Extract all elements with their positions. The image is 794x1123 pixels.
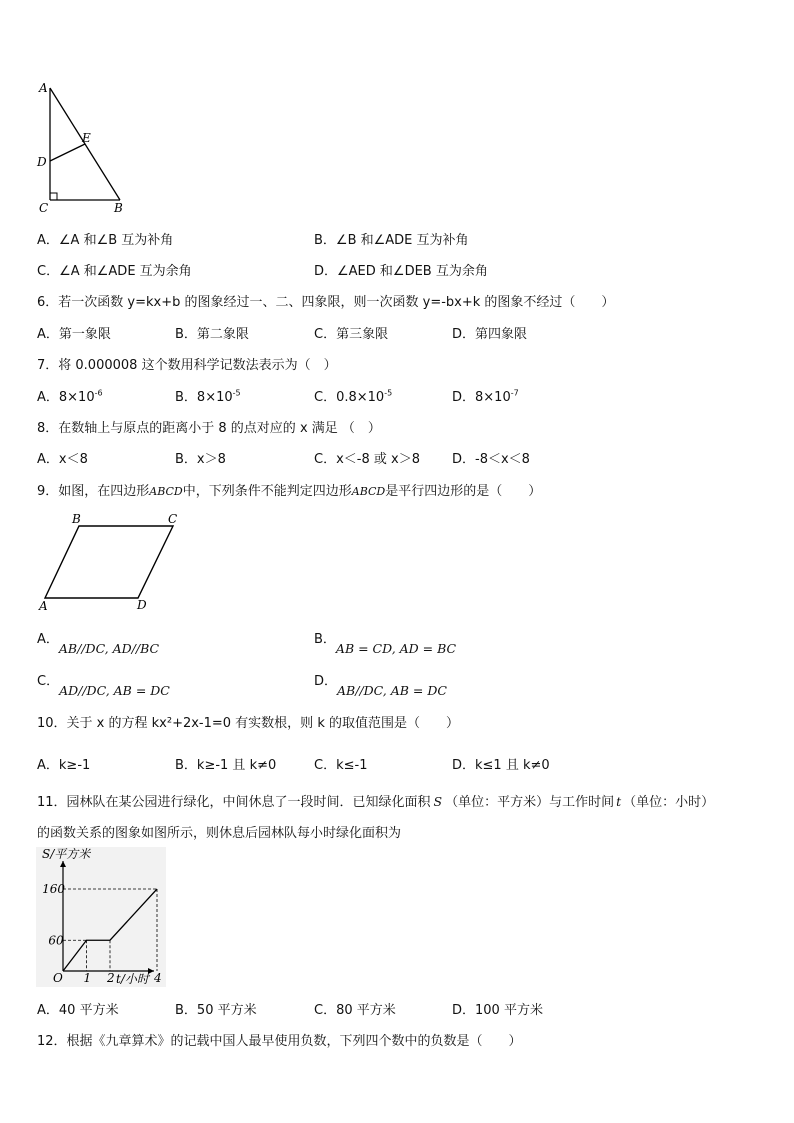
q11-option-c[interactable]: C．80 平方米 [314, 1003, 396, 1018]
q9-stem-post: 是平行四边形的是（ ） [385, 484, 542, 499]
q9-stem-pre: 9．如图，在四边形 [37, 484, 150, 499]
q7-stem: 7．将 0.000008 这个数用科学记数法表示为（ ） [37, 358, 337, 373]
x-axis-label: t/小时 [116, 972, 149, 986]
point-B-label: B [114, 201, 123, 215]
q11-stem-post: （单位：小时） [623, 795, 715, 810]
q7-option-c-exponent: -5 [384, 388, 393, 398]
vertex-C-label: C [168, 512, 178, 526]
q9-stem-mid: 中，下列条件不能判定四边形 [182, 484, 352, 499]
q9-option-c-math: AD//DC, AB = DC [59, 683, 170, 698]
q11-stem-line2: 的函数关系的图象如图所示，则休息后园林队每小时绿化面积为 [37, 826, 402, 841]
q5-option-d[interactable]: D．∠AED 和∠DEB 互为余角 [314, 264, 488, 279]
q9-option-b-math: AB = CD, AD = BC [335, 641, 457, 656]
q10-option-c[interactable]: C．k≤-1 [314, 758, 368, 773]
q6-stem: 6．若一次函数 y=kx+b 的图象经过一、二、四象限，则一次函数 y=-bx+k 的图象不经过（ ） [37, 295, 615, 310]
q5-option-a[interactable]: A．∠A 和∠B 互为补角 [37, 233, 174, 248]
q7-option-c-text: C．0.8×10 [314, 390, 385, 405]
point-E-label: E [82, 131, 91, 145]
q6-option-c[interactable]: C．第三象限 [314, 327, 389, 342]
q9-option-a[interactable] [37, 628, 159, 656]
q7-option-d[interactable] [452, 386, 519, 405]
y-axis-label: S/平方米 [42, 847, 91, 861]
q9-stem [37, 480, 541, 499]
q7-option-d-text: D．8×10 [452, 390, 511, 405]
q8-option-c[interactable]: C．x＜-8 或 x＞8 [314, 452, 420, 467]
parallelogram-figure [35, 512, 195, 612]
q11-var-t: t [616, 794, 622, 809]
q12-stem: 12．根据《九章算术》的记载中国人最早使用负数，下列四个数中的负数是（ ） [37, 1034, 522, 1049]
point-C-label: C [39, 201, 49, 215]
q8-option-d[interactable]: D．-8＜x＜8 [452, 452, 530, 467]
y-tick-label-160: 160 [42, 882, 66, 896]
q8-option-b[interactable]: B．x＞8 [175, 452, 226, 467]
q9-option-a-math: AB//DC, AD//BC [58, 641, 160, 656]
q7-option-a-exponent: -6 [94, 388, 103, 398]
q11-stem-pre: 11．园林队在某公园进行绿化，中间休息了一段时间．已知绿化面积 [37, 795, 431, 810]
q7-option-b-exponent: -5 [232, 388, 241, 398]
q5-option-b[interactable]: B．∠B 和∠ADE 互为补角 [314, 233, 469, 248]
q9-option-b[interactable] [314, 628, 456, 656]
vertex-D-label: D [137, 598, 147, 612]
origin-label: O [53, 971, 63, 985]
q9-option-a-label: A． [37, 632, 59, 647]
area-time-chart [36, 847, 166, 987]
point-D-label: D [37, 155, 47, 169]
x-tick-label-1: 1 [83, 971, 92, 985]
vertex-A-label: A [39, 599, 48, 612]
q9-quad-name-1: ABCD [149, 485, 183, 498]
q7-option-b-text: B．8×10 [175, 390, 233, 405]
vertex-B-label: B [72, 512, 81, 526]
q7-option-a-text: A．8×10 [37, 390, 95, 405]
q6-option-b[interactable]: B．第二象限 [175, 327, 249, 342]
q7-option-b[interactable] [175, 386, 241, 405]
q11-option-a[interactable]: A．40 平方米 [37, 1003, 119, 1018]
point-A-label: A [39, 81, 48, 95]
q9-option-c-label: C． [37, 674, 60, 689]
q10-stem: 10．关于 x 的方程 kx²+2x-1=0 有实数根，则 k 的取值范围是（ ） [37, 716, 459, 731]
q5-option-c[interactable]: C．∠A 和∠ADE 互为余角 [37, 264, 192, 279]
q7-option-d-exponent: -7 [510, 388, 519, 398]
q9-option-b-label: B． [314, 632, 336, 647]
q9-option-d-label: D． [314, 674, 338, 689]
q9-quad-name-2: ABCD [351, 485, 386, 498]
q9-option-d[interactable] [314, 670, 447, 698]
q8-option-a[interactable]: A．x＜8 [37, 452, 88, 467]
x-tick-label-4: 4 [154, 971, 162, 985]
q7-option-a[interactable] [37, 386, 103, 405]
q11-option-d[interactable]: D．100 平方米 [452, 1003, 543, 1018]
q8-stem: 8．在数轴上与原点的距离小于 8 的点对应的 x 满足 （ ） [37, 421, 381, 436]
q11-option-b[interactable]: B．50 平方米 [175, 1003, 257, 1018]
q9-option-d-math: AB//DC, AB = DC [337, 683, 447, 698]
q11-var-s: S [433, 794, 443, 809]
q11-stem-mid: （单位：平方米）与工作时间 [445, 795, 615, 810]
q10-option-d[interactable]: D．k≤1 且 k≠0 [452, 758, 550, 773]
q6-option-d[interactable]: D．第四象限 [452, 327, 528, 342]
q11-stem-line1 [37, 791, 714, 810]
x-tick-label-2: 2 [107, 971, 115, 985]
triangle-figure [30, 78, 140, 218]
q10-option-a[interactable]: A．k≥-1 [37, 758, 91, 773]
q7-option-c[interactable] [314, 386, 392, 405]
q10-option-b[interactable]: B．k≥-1 且 k≠0 [175, 758, 277, 773]
q6-option-a[interactable]: A．第一象限 [37, 327, 111, 342]
q9-option-c[interactable] [37, 670, 170, 698]
y-tick-label-60: 60 [48, 933, 64, 948]
